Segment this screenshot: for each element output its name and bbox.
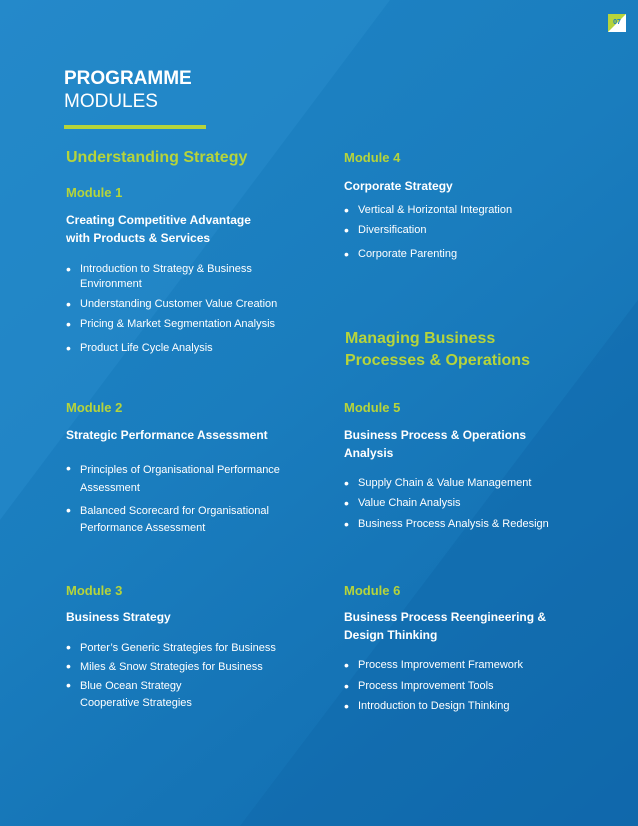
section-understanding-strategy: Understanding Strategy	[66, 149, 248, 166]
module-3-topic: • Porter’s Generic Strategies for Business	[66, 640, 291, 656]
module-3-label: Module 3	[66, 583, 123, 598]
module-1-topic: • Introduction to Strategy & Business Environment	[66, 262, 306, 292]
page-number: 07	[613, 19, 621, 26]
module-6-title-line2: Design Thinking	[344, 628, 438, 642]
module-3-topics	[66, 640, 291, 711]
module-6-topic: • Process Improvement Framework	[344, 658, 594, 673]
module-1-title	[66, 211, 311, 247]
module-2-topics	[66, 461, 306, 537]
module-2-title: Strategic Performance Assessment	[66, 428, 268, 442]
module-4-label: Module 4	[344, 150, 401, 165]
module-4-topic: • Corporate Parenting	[344, 247, 584, 262]
module-5-title	[344, 426, 589, 462]
module-5-topic: • Business Process Analysis & Redesign	[344, 517, 594, 532]
module-4-topics	[344, 203, 584, 262]
module-6-topics	[344, 658, 594, 714]
module-5-topic: • Supply Chain & Value Management	[344, 476, 594, 491]
page-number-badge	[608, 14, 626, 32]
module-1-topic: • Product Life Cycle Analysis	[66, 341, 306, 356]
module-6-topic: • Process Improvement Tools	[344, 679, 594, 694]
module-6-label: Module 6	[344, 583, 401, 598]
module-5-title-line1: Business Process & Operations	[344, 428, 527, 442]
module-1-topic: • Understanding Customer Value Creation	[66, 297, 306, 312]
module-5-label: Module 5	[344, 400, 401, 415]
module-4-title: Corporate Strategy	[344, 179, 453, 193]
module-5-topics	[344, 476, 594, 532]
module-6-title-line1: Business Process Reengineering &	[344, 610, 547, 624]
module-2-topic: • Principles of Organisational Performance Assessment	[66, 461, 306, 497]
module-6-topic: • Introduction to Design Thinking	[344, 699, 594, 714]
section-title-line2: Processes & Operations	[345, 352, 530, 369]
module-5-topic: • Value Chain Analysis	[344, 496, 594, 511]
module-6-title	[344, 608, 584, 644]
module-3-topic: • Blue Ocean Strategy	[66, 678, 291, 694]
module-1-topic: • Pricing & Market Segmentation Analysis	[66, 317, 306, 332]
module-3-topic: Cooperative Strategies	[80, 697, 192, 709]
title-underline	[64, 125, 206, 129]
module-3-topic: • Miles & Snow Strategies for Business	[66, 659, 291, 675]
section-title-line1: Managing Business	[345, 330, 496, 347]
page-title-line2: MODULES	[64, 91, 158, 112]
module-1-title-line2: with Products & Services	[66, 231, 211, 245]
module-1-topics	[66, 262, 306, 356]
module-5-title-line2: Analysis	[344, 446, 394, 460]
module-4-topic: • Vertical & Horizontal Integration	[344, 203, 584, 218]
module-4-topic: • Diversification	[344, 223, 584, 238]
module-3-title: Business Strategy	[66, 610, 171, 624]
module-2-topic: • Balanced Scorecard for Organisational Performance Assessment	[66, 503, 306, 537]
module-2-label: Module 2	[66, 400, 123, 415]
section-managing-business-processes	[345, 328, 530, 372]
page-title-line1: PROGRAMME	[64, 68, 192, 89]
module-1-label: Module 1	[66, 185, 123, 200]
module-1-title-line1: Creating Competitive Advantage	[66, 213, 251, 227]
